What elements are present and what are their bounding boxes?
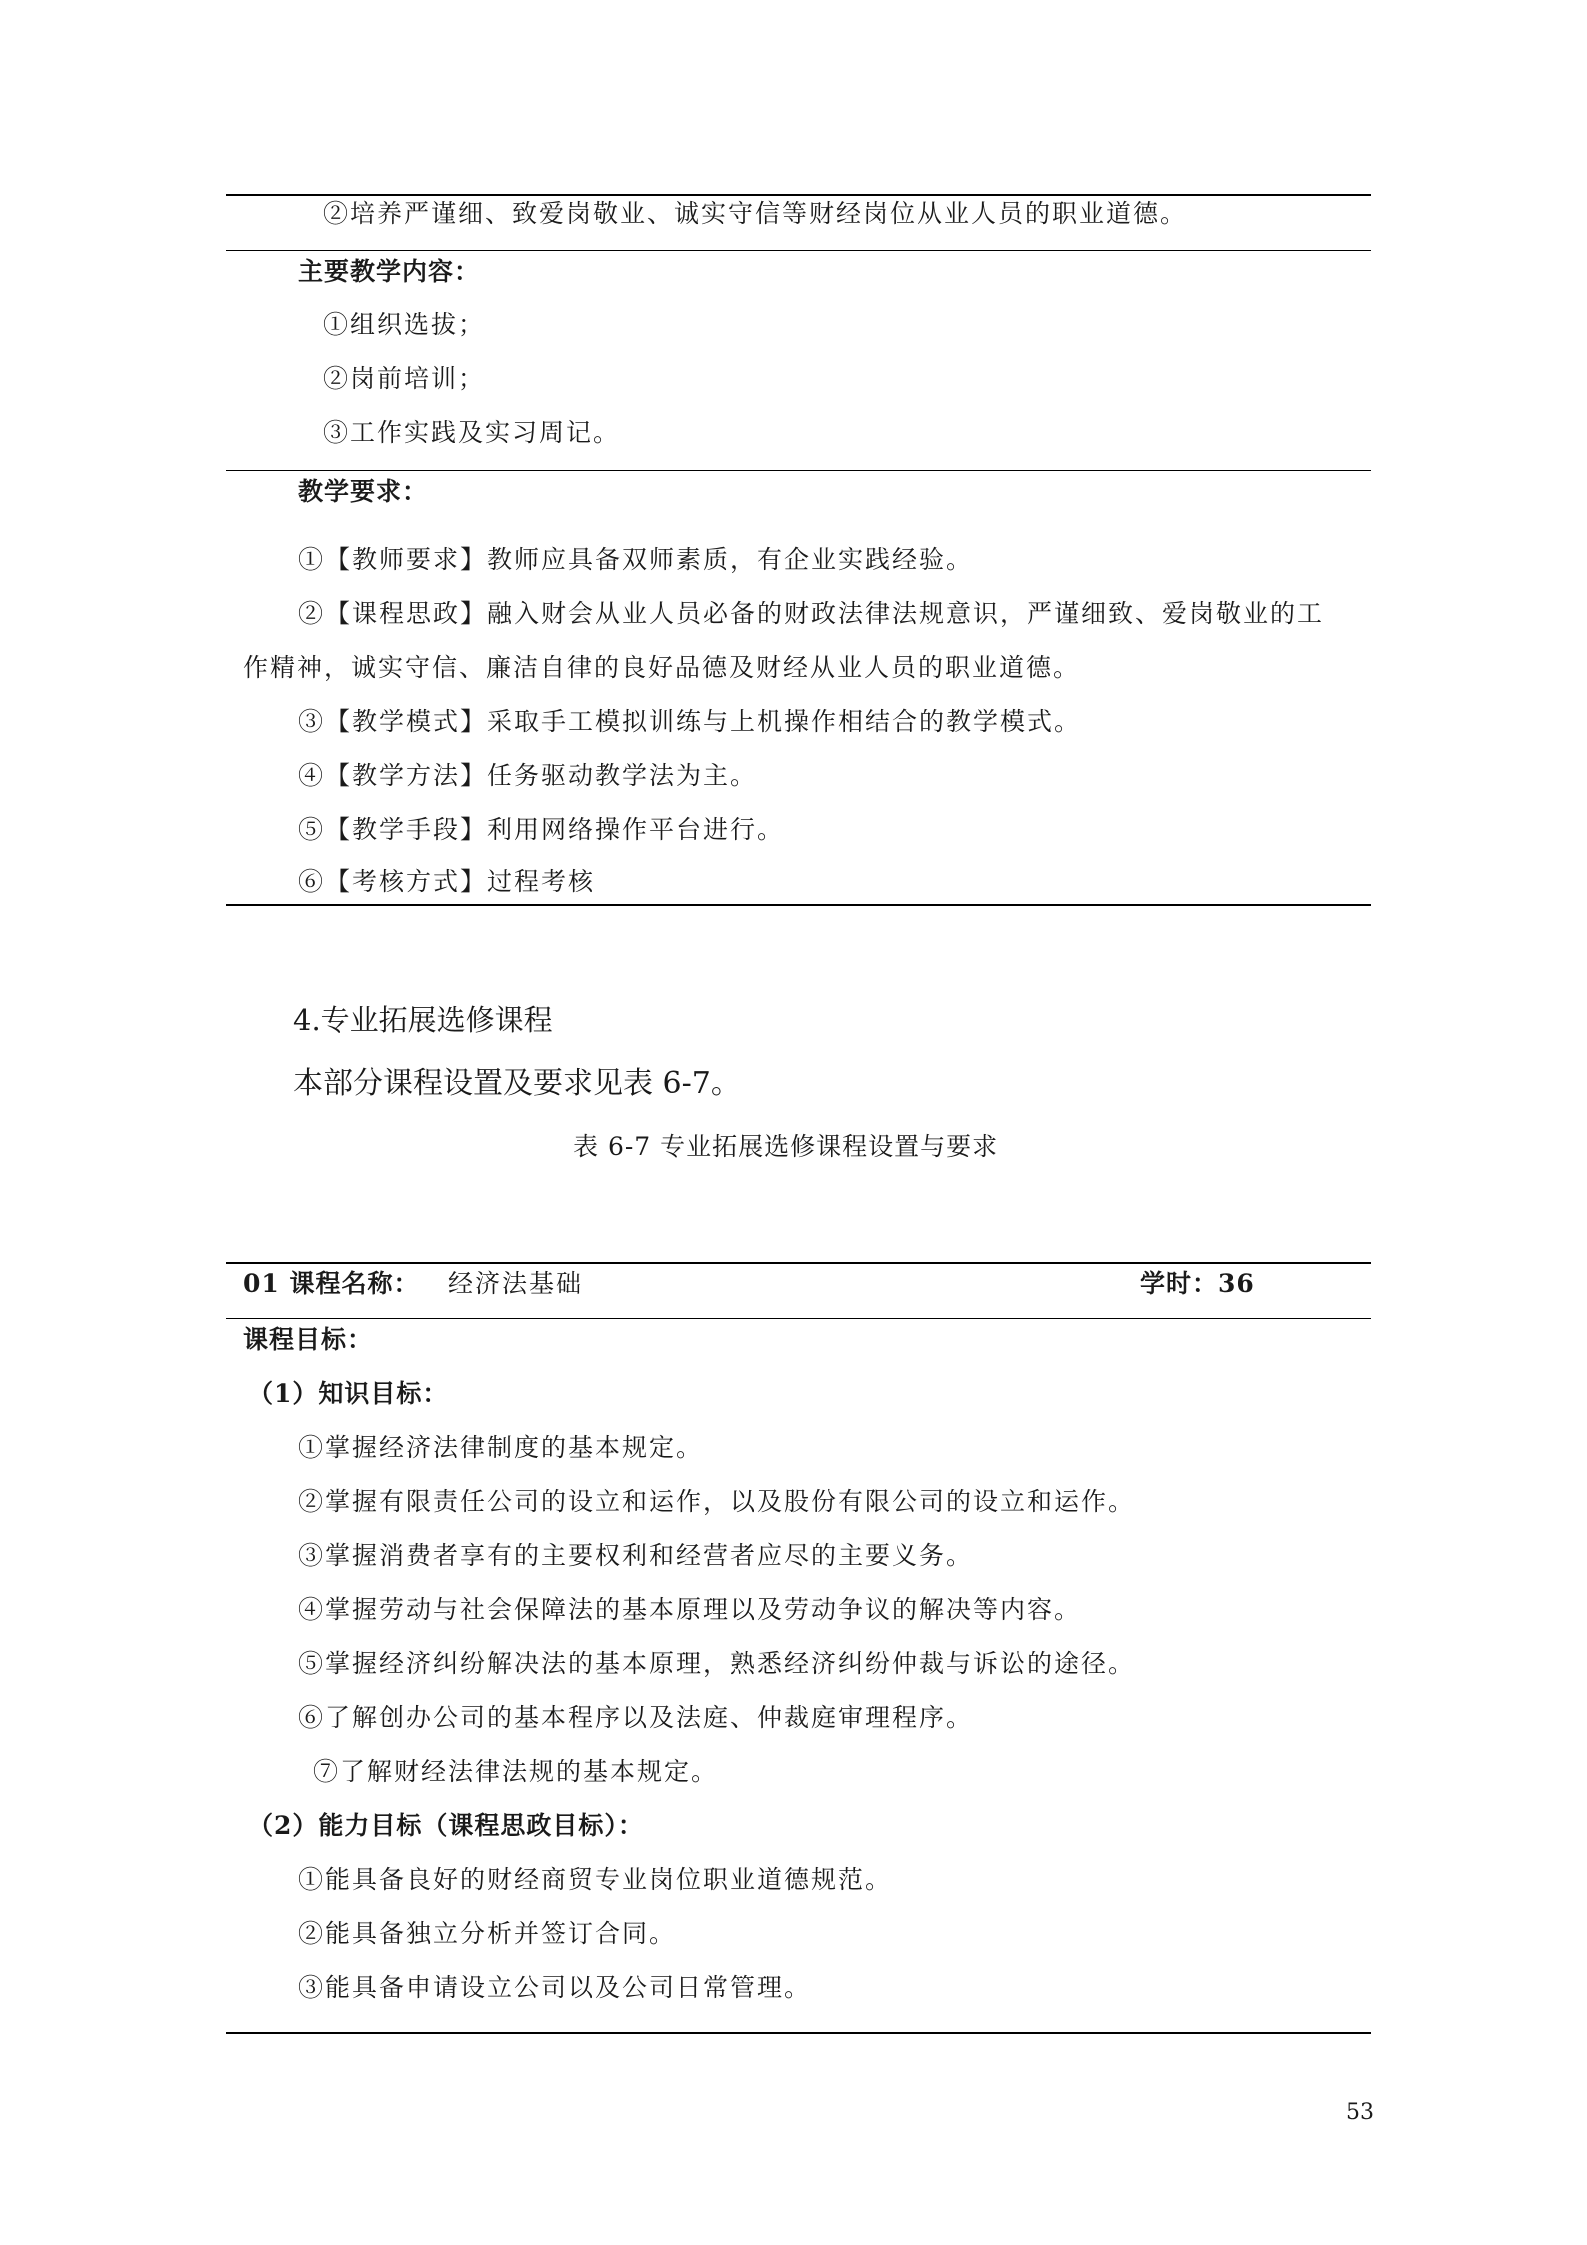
content-item: ③工作实践及实习周记。 — [323, 418, 621, 447]
ability-title: （2）能力目标（课程思政目标）： — [248, 1811, 644, 1840]
section-heading: 4.专业拓展选修课程 — [293, 1003, 553, 1037]
knowledge-item: ④掌握劳动与社会保障法的基本原理以及劳动争议的解决等内容。 — [298, 1595, 1082, 1624]
course-name: 经济法基础 — [448, 1269, 584, 1298]
requirement-item: ②【课程思政】融入财会从业人员必备的财政法律法规意识，严谨细致、爱岗敬业的工 — [298, 599, 1325, 628]
requirement-item: ⑤【教学手段】利用网络操作平台进行。 — [298, 815, 785, 844]
course-table-bottom-rule — [226, 2032, 1371, 2034]
knowledge-item: ⑤掌握经济纠纷解决法的基本原理，熟悉经济纠纷仲裁与诉讼的途径。 — [298, 1649, 1136, 1678]
content-title: 主要教学内容： — [298, 257, 481, 286]
content-item: ②岗前培训； — [323, 364, 486, 393]
table-top-rule — [226, 194, 1371, 196]
knowledge-item: ①掌握经济法律制度的基本规定。 — [298, 1433, 704, 1462]
ability-item: ②能具备独立分析并签订合同。 — [298, 1919, 677, 1948]
ability-item: ①能具备良好的财经商贸专业岗位职业道德规范。 — [298, 1865, 893, 1894]
table-row-rule — [226, 470, 1371, 471]
table-bottom-rule — [226, 904, 1371, 906]
knowledge-item: ③掌握消费者享有的主要权利和经营者应尽的主要义务。 — [298, 1541, 974, 1570]
content-item: ①组织选拔； — [323, 310, 486, 339]
course-table-row-rule — [226, 1318, 1371, 1319]
requirement-item: ①【教师要求】教师应具备双师素质，有企业实践经验。 — [298, 545, 974, 574]
knowledge-item: ⑦了解财经法律法规的基本规定。 — [313, 1757, 719, 1786]
requirement-title: 教学要求： — [298, 477, 429, 506]
knowledge-item: ②掌握有限责任公司的设立和运作，以及股份有限公司的设立和运作。 — [298, 1487, 1136, 1516]
table-row-rule — [226, 250, 1371, 251]
course-table-top-rule — [226, 1262, 1371, 1264]
section-intro: 本部分课程设置及要求见表 6-7。 — [293, 1066, 741, 1101]
table-caption: 表 6-7 专业拓展选修课程设置与要求 — [573, 1132, 999, 1161]
page-number: 53 — [1346, 2100, 1374, 2125]
ability-item: ③能具备申请设立公司以及公司日常管理。 — [298, 1973, 812, 2002]
requirement-item: ④【教学方法】任务驱动教学法为主。 — [298, 761, 758, 790]
requirement-item: ③【教学模式】采取手工模拟训练与上机操作相结合的教学模式。 — [298, 707, 1082, 736]
carry-over-line: ②培养严谨细、致爱岗敬业、诚实守信等财经岗位从业人员的职业道德。 — [323, 199, 1188, 228]
course-hours: 学时：36 — [1140, 1269, 1255, 1298]
knowledge-title: （1）知识目标： — [248, 1379, 449, 1408]
course-name-label: 01 课程名称： — [243, 1269, 420, 1298]
goal-title: 课程目标： — [243, 1325, 374, 1354]
knowledge-item: ⑥了解创办公司的基本程序以及法庭、仲裁庭审理程序。 — [298, 1703, 974, 1732]
requirement-item: ⑥【考核方式】过程考核 — [298, 867, 596, 896]
requirement-item: 作精神，诚实守信、廉洁自律的良好品德及财经从业人员的职业道德。 — [243, 653, 1081, 682]
